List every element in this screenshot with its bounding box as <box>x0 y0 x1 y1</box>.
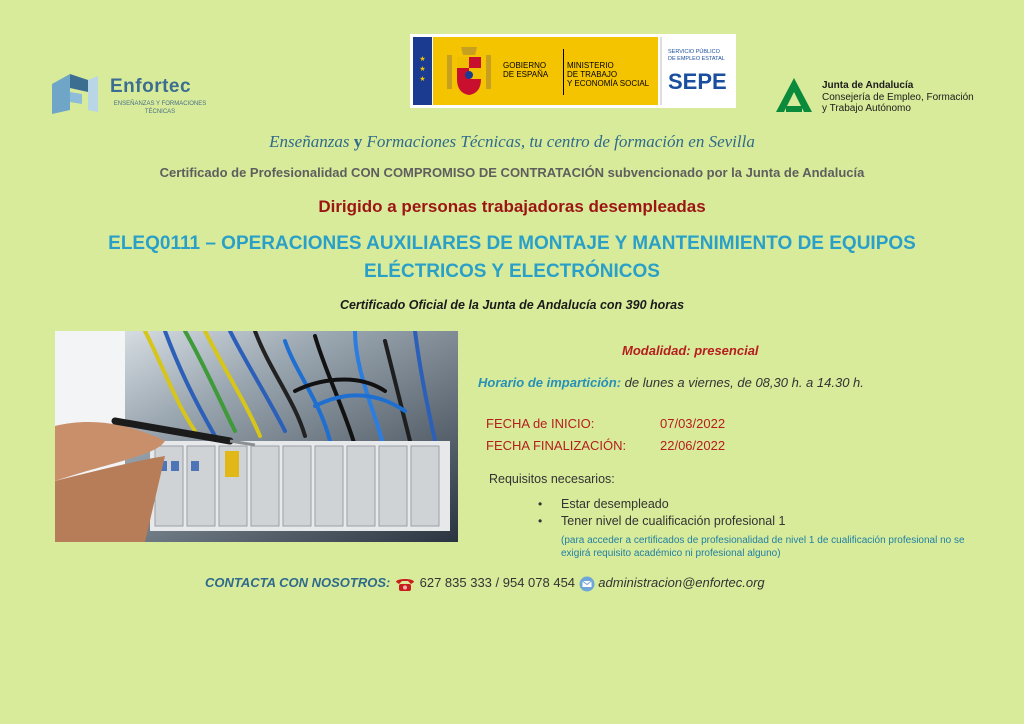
start-date: 07/03/2022 <box>660 416 726 431</box>
course-title-line-2: ELÉCTRICOS Y ELECTRÓNICOS <box>364 261 660 282</box>
enfortec-logo <box>48 70 213 120</box>
official-certificate-text: Certificado Oficial de la Junta de Andalucía con 390 horas <box>339 298 685 312</box>
ministerio-text: MINISTERIO DE TRABAJO Y ECONOMÍA SOCIAL <box>567 61 650 88</box>
phone-icon <box>394 576 416 592</box>
junta-andalucia-mark-icon <box>774 76 814 114</box>
gobierno-text: GOBIERNO DE ESPAÑA <box>503 61 549 79</box>
government-logo <box>410 34 736 108</box>
end-date: 22/06/2022 <box>660 438 726 453</box>
junta-andalucia-logo <box>774 76 989 116</box>
enfortec-name: Enfortec <box>110 76 192 97</box>
junta-subtitle: Consejería de Empleo, Formación y Trabajo Autónomo <box>822 92 974 114</box>
end-date-label: FECHA FINALIZACIÓN: <box>486 438 627 453</box>
course-title-line-1: ELEQ0111 – OPERACIONES AUXILIARES DE MONTAJE Y MANTENIMIENTO DE EQUIPOS <box>108 233 916 254</box>
contact-email[interactable]: administracion@enfortec.org <box>598 575 765 590</box>
email-icon <box>579 576 595 592</box>
target-audience: Dirigido a personas trabajadoras desempleadas <box>318 197 706 216</box>
contact-label: CONTACTA CON NOSOTROS: <box>205 575 391 590</box>
list-item: • Estar desempleado <box>538 496 978 513</box>
ministry-banner <box>433 37 658 105</box>
start-date-label: FECHA de INICIO: <box>486 416 595 431</box>
spain-coat-of-arms-icon <box>445 43 493 99</box>
electrical-panel-photo <box>55 331 458 542</box>
modalidad: Modalidad: presencial <box>622 343 759 358</box>
enfortec-subtitle: ENSEÑANZAS Y FORMACIONES TÉCNICAS <box>113 101 207 115</box>
certificate-text: Certificado de Profesionalidad CON COMPROMISO DE CONTRATACIÓN subvencionado por la Junta de Andalucía <box>159 165 865 180</box>
contact-phones[interactable]: 627 835 333 / 954 078 454 <box>419 575 579 590</box>
list-item: • Tener nivel de cualificación profesional 1 <box>538 513 978 530</box>
eu-flag: ★ ★ ★ <box>413 37 432 105</box>
requirements-note: (para acceder a certificados de profesionalidad de nivel 1 de cualificación profesional no se exigirá requisito académico ni profesional alguno) <box>561 535 965 559</box>
tagline: Enseñanzas y Formaciones Técnicas, tu centro de formación en Sevilla <box>269 132 755 151</box>
enfortec-mark-icon <box>48 70 100 116</box>
contact-line <box>205 575 765 592</box>
junta-title: Junta de Andalucía <box>822 80 914 91</box>
sepe-logo: SERVICIO PÚBLICO DE EMPLEO ESTATAL SEPE <box>660 37 735 105</box>
requirements-list <box>538 496 978 530</box>
requirements-title: Requisitos necesarios: <box>489 472 615 486</box>
horario: Horario de impartición: de lunes a viernes, de 08,30 h. a 14.30 h. <box>478 375 864 390</box>
